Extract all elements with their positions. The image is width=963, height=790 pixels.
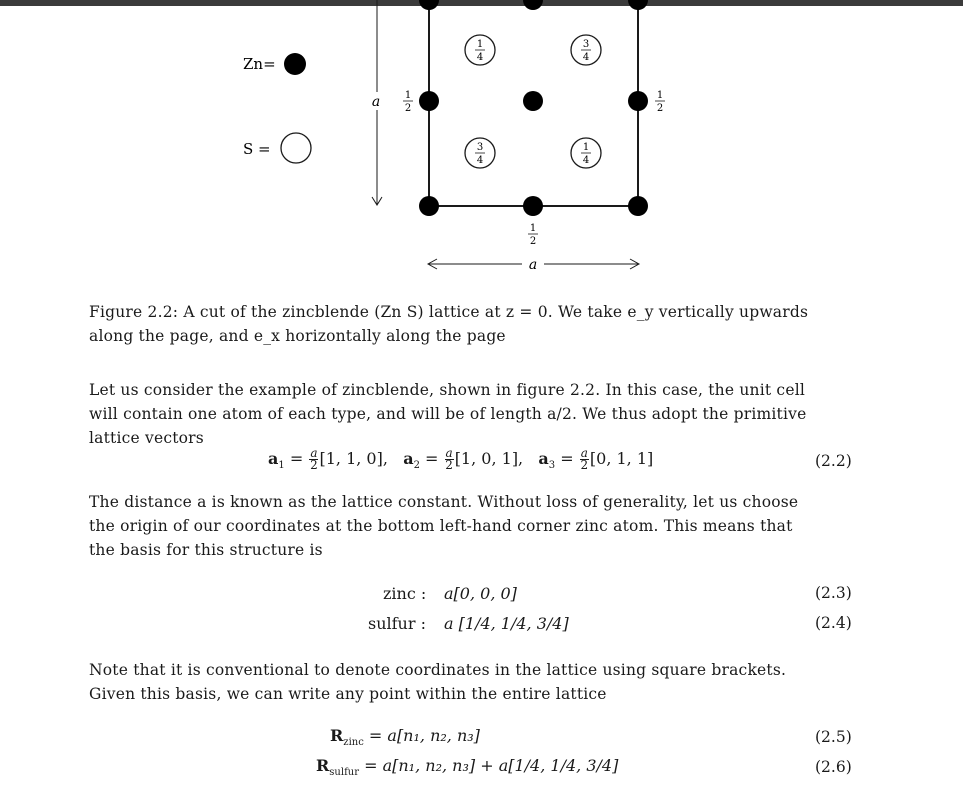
paragraph-2-line-2: the origin of our coordinates at the bottom left-hand corner zinc atom. This means that (89, 517, 793, 535)
legend-s-atom (281, 133, 311, 163)
figure-caption-line-1: Figure 2.2: A cut of the zincblende (Zn S) lattice at z = 0. We take e_y vertically upwards (89, 303, 809, 321)
eq23-value: a[0, 0, 0] (444, 584, 517, 603)
zn-height-label-bottom (528, 223, 538, 247)
eq26-subscript: sulfur (329, 767, 359, 779)
s-atom-height-den: 4 (582, 52, 590, 63)
s-atom-top-left (465, 35, 495, 65)
paragraph-2-line-1: The distance a is known as the lattice constant. Without loss of generality, let us choose (89, 493, 799, 511)
fraction-num: 1 (404, 90, 412, 101)
legend-s-label: S = (243, 140, 271, 158)
paragraph-2-line-3: the basis for this structure is (89, 541, 323, 559)
equation-number-2-4: (2.4) (815, 614, 852, 632)
frac-den: 2 (445, 458, 453, 472)
legend-zn-atom (284, 53, 306, 75)
zn-height-label-left (403, 90, 413, 114)
label-a-horizontal: a (528, 257, 538, 273)
label-a-vertical: a (371, 94, 381, 110)
equation-number-2-5: (2.5) (815, 728, 852, 746)
s-atom-height-den: 4 (476, 52, 484, 63)
zn-atom (523, 196, 543, 216)
eq24-value: a [1/4, 1/4, 3/4] (444, 614, 569, 633)
paragraph-1-line-3: lattice vectors (89, 429, 204, 447)
equation-2-2: $a_1$ = $\frac{a}{2}$ [1, 1, 0], $a_2$ = $\frac{a}{2}$ [1, 0, 1], $a_3$ = $\frac{a}{2}$ [0, 1, 1] (268, 446, 654, 472)
eq23-label: zinc : (383, 584, 427, 603)
zn-atom (628, 91, 648, 111)
fraction-den: 2 (529, 236, 537, 247)
eq22-a2-vector: [1, 0, 1], (454, 449, 524, 468)
zn-atom (628, 0, 648, 10)
zn-atom (523, 0, 543, 10)
equation-number-2-3: (2.3) (815, 584, 852, 602)
paragraph-3-line-1: Note that it is conventional to denote coordinates in the lattice using square brackets. (89, 661, 787, 679)
paragraph-1-line-2: will contain one atom of each type, and will be of length a/2. We thus adopt the primitive (89, 405, 807, 423)
s-atom-top-right (571, 35, 601, 65)
equation-2-6: $R_{sulfur} = a[n_1$, n₂, n₃] + a[1/4, 1/4, 3/4] (316, 756, 619, 779)
fraction-den: 2 (404, 103, 412, 114)
fraction-num: 1 (656, 90, 664, 101)
s-atom-height-den: 4 (582, 155, 590, 166)
equation-2-5: $R_{zinc} = a[n_1$, n₂, n₃] (330, 726, 480, 749)
fraction-num: 1 (529, 223, 537, 234)
legend-zn-label: Zn= (243, 55, 276, 73)
eq24-label: sulfur : (368, 614, 426, 633)
fraction-den: 2 (656, 103, 664, 114)
zn-height-label-right (655, 90, 665, 114)
figure-caption-line-2: along the page, and e_x horizontally along the page (89, 327, 506, 345)
eq25-subscript: zinc (343, 737, 364, 749)
frac-den: 2 (310, 458, 318, 472)
eq25-rhs: = a[n₁, n₂, n₃] (368, 726, 480, 745)
eq26-rhs: = a[n₁, n₂, n₃] + a[1/4, 1/4, 3/4] (364, 756, 619, 775)
zn-atom (419, 0, 439, 10)
eq22-a3-vector: [0, 1, 1] (589, 449, 654, 468)
s-atom-height-num: 1 (582, 142, 590, 153)
paragraph-3-line-2: Given this basis, we can write any point within the entire lattice (89, 685, 607, 703)
paragraph-1-line-1: Let us consider the example of zincblende, shown in figure 2.2. In this case, the unit cell (89, 381, 806, 399)
s-atom-height-num: 3 (582, 39, 590, 50)
zn-atom (419, 91, 439, 111)
s-atom-height-num: 1 (476, 39, 484, 50)
frac-num: a (445, 446, 453, 460)
s-atom-bottom-left (465, 138, 495, 168)
zn-atom (523, 91, 543, 111)
frac-den: 2 (580, 458, 589, 472)
eq22-a1-vector: [1, 1, 0], (319, 449, 388, 468)
zincblende-lattice-figure (0, 0, 963, 290)
equation-number-2-6: (2.6) (815, 758, 852, 776)
frac-num: a (310, 446, 318, 460)
zn-atom (419, 196, 439, 216)
s-atom-bottom-right (571, 138, 601, 168)
zn-atom (628, 196, 648, 216)
frac-num: a (580, 446, 588, 460)
equation-number-2-2: (2.2) (815, 452, 852, 470)
s-atom-height-den: 4 (476, 155, 484, 166)
s-atom-height-num: 3 (476, 142, 484, 153)
